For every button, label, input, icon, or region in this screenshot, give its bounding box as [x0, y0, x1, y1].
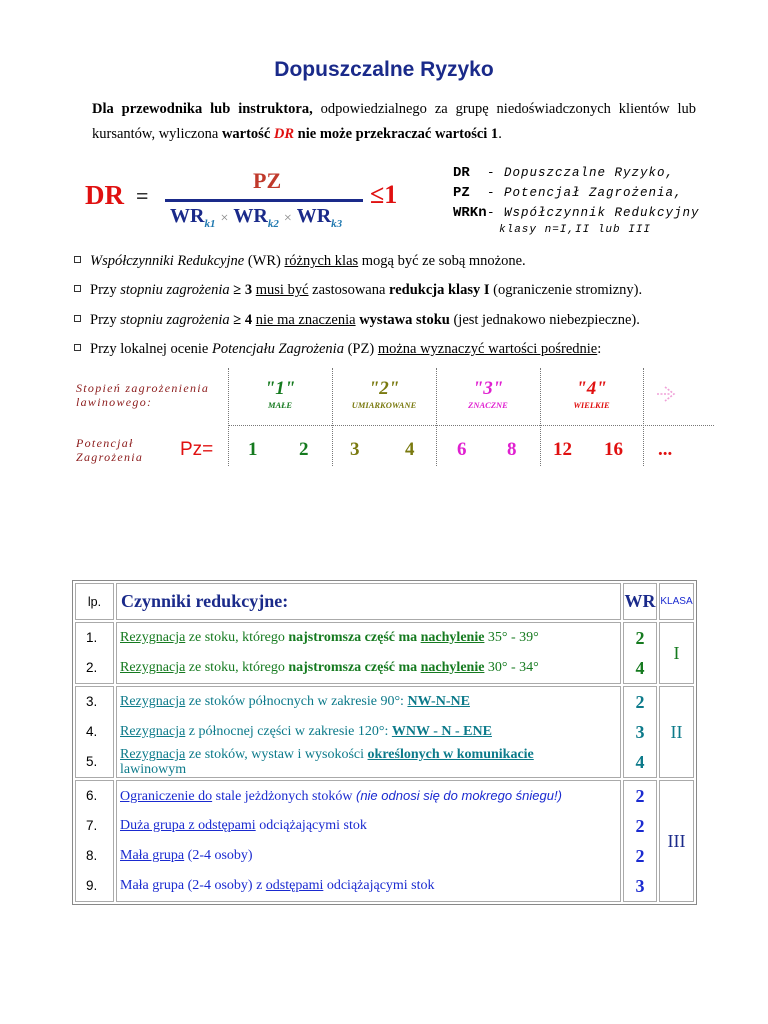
legend-item: PZ - Potencjał Zagrożenia, [453, 185, 683, 201]
bullet-square-icon [74, 256, 81, 263]
pz-value: 16 [604, 439, 623, 460]
table-group-row [75, 686, 694, 778]
fraction-line [165, 199, 363, 202]
scale-divider [643, 368, 644, 466]
bullet-item: Przy lokalnej ocenie Potencjału Zagrożenia (PZ) można wyznaczyć wartości pośrednie: [74, 341, 601, 358]
wr-cell: 2 2 2 3 [623, 780, 657, 902]
table-row: Rezygnacja ze stoków północnych w zakresie 90°: NW-N-NE [120, 694, 470, 709]
bullet-item: Przy stopniu zagrożenia ≥ 3 musi być zastosowana redukcja klasy I (ograniczenie stromizny). [74, 282, 642, 299]
pz-value: 4 [405, 439, 415, 460]
bullet-square-icon [74, 285, 81, 292]
klasa-cell: I [659, 622, 694, 684]
bullet-square-icon [74, 315, 81, 322]
header-wr: WR [623, 583, 657, 620]
table-row: Rezygnacja ze stoku, którego najstromsza część ma nachylenie 30° - 34° [120, 660, 539, 675]
degree-4 [540, 378, 643, 410]
degree-number: "2" [368, 378, 400, 399]
table-row: Mała grupa (2-4 osoby) [120, 848, 253, 863]
degree-word: UMIARKOWANE [351, 400, 417, 410]
intro-paragraph: Dla przewodnika lub instruktora, odpowiedzialnego za grupę niedoświadczonych klientów lub kursantów, wyliczona wartość DR nie może przekraczać wartości 1. [92, 101, 696, 142]
arrow-right-icon [656, 384, 678, 409]
formula-limit: ≤1 [370, 180, 398, 209]
table-row: Ograniczenie do stale jeżdżonych stoków (nie odnosi się do mokrego śniegu!) [120, 788, 562, 804]
pz-value: 8 [507, 439, 517, 460]
factor-cell [116, 622, 621, 684]
wr-cell: 2 4 [623, 622, 657, 684]
formula-dr: DR [85, 180, 124, 210]
table-row: Duża grupa z odstępami odciążającymi stok [120, 818, 367, 833]
degree-3 [436, 378, 540, 410]
bullet-item: Przy stopniu zagrożenia ≥ 4 nie ma znaczenia wystawa stoku (jest jednakowo niebezpieczne). [74, 312, 640, 329]
formula-legend [453, 163, 700, 237]
pz-value: 3 [350, 439, 360, 460]
lp-cell: 6. 7. 8. 9. [75, 780, 114, 902]
degree-word: ZNACZNE [468, 400, 508, 410]
bullet-square-icon [74, 344, 81, 351]
table-row: Rezygnacja z północnej części w zakresie 120°: WNW - N - ENE [120, 724, 492, 739]
formula-numerator: PZ [253, 168, 282, 193]
degree-number: "1" [264, 378, 296, 399]
header-title: Czynniki redukcyjne: [116, 583, 621, 620]
degree-2 [332, 378, 436, 410]
pz-value: 12 [553, 439, 572, 460]
pz-value: 6 [457, 439, 467, 460]
table-group-row [75, 780, 694, 902]
table-group-row [75, 622, 694, 684]
lp-cell: 3. 4. 5. [75, 686, 114, 778]
page-title: Dopuszczalne Ryzyko [274, 58, 494, 81]
header-klasa: KLASA [659, 583, 694, 620]
pz-value: 2 [299, 439, 309, 460]
pz-row-label: Potencjał Zagrożenia [76, 436, 144, 464]
table-row: Rezygnacja ze stoku, którego najstromsza część ma nachylenie 35° - 39° [120, 630, 539, 645]
pz-symbol: Pz= [180, 439, 214, 460]
header-lp: lp. [75, 583, 114, 620]
reduction-factors-table [72, 580, 697, 905]
table-header-row [75, 583, 694, 620]
degree-1 [228, 378, 332, 410]
wr-cell: 2 3 4 [623, 686, 657, 778]
formula-equals: = [136, 183, 149, 208]
legend-item: WRKn- Współczynnik Redukcyjny [453, 205, 700, 221]
table-row: Mała grupa (2-4 osoby) z odstępami odciążającymi stok [120, 878, 435, 893]
pz-value: 1 [248, 439, 258, 460]
factor-cell [116, 780, 621, 902]
pz-value: ... [658, 439, 673, 460]
formula-denominator: $WR_{k1} \times WR_{k2} \times WR_{k3}$ [170, 205, 343, 230]
klasa-cell: II [659, 686, 694, 778]
degree-word: WIELKIE [573, 400, 610, 410]
degree-word: MAŁE [267, 400, 293, 410]
table-row: Rezygnacja ze stoków, wystaw i wysokości określonych w komunikacie lawinowym [120, 747, 534, 777]
bullet-item: Współczynniki Redukcyjne (WR) różnych klas mogą być ze sobą mnożone. [74, 253, 526, 270]
degree-number: "4" [576, 378, 607, 399]
factor-cell [116, 686, 621, 778]
lp-cell: 1. 2. [75, 622, 114, 684]
scale-separator [228, 425, 714, 426]
legend-item: DR - Dopuszczalne Ryzyko, [453, 165, 675, 181]
degree-number: "3" [472, 378, 504, 399]
legend-note: klasy n=I,II lub III [499, 224, 652, 236]
scale-row-label: Stopień zagrożenienia lawinowego: [76, 381, 210, 409]
klasa-cell: III [659, 780, 694, 902]
